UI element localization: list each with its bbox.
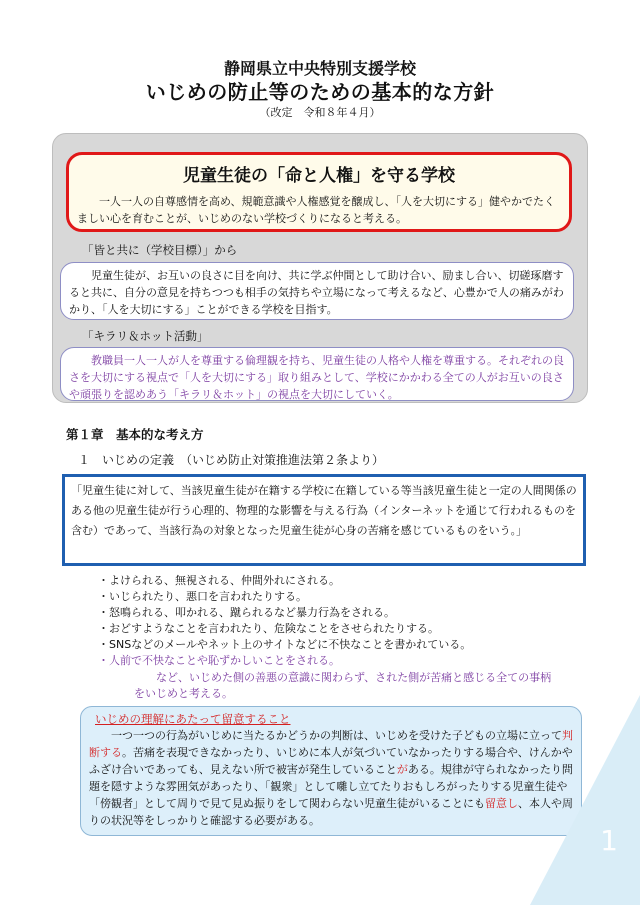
note-text: 。苦痛を表現できなかったり、いじめに本人が気づいていなかったりする場合や、けんかやふざけ合いであっても、見えない所で被害が発生していること — [89, 746, 573, 776]
kirari-label: 「キラリ＆ホット活動」 — [82, 329, 209, 343]
school-goal-label: 「皆と共に（学校目標）」から — [82, 243, 238, 257]
example-item: ・SNSなどのメールやネット上のサイトなどに不快なことを書かれている。 — [98, 638, 472, 651]
example-item: ・いじられたり、悪口を言われたりする。 — [98, 590, 307, 603]
note-box — [80, 706, 582, 836]
note-text: 一つ一つの行為がいじめに当たるかどうかの判断は、いじめを受けた子どもの立場に立って — [111, 729, 562, 742]
page-title: いじめの防止等のための基本的な方針 — [145, 80, 495, 104]
school-name: 静岡県立中央特別支援学校 — [223, 59, 416, 78]
revision-note: （改定 令和８年４月） — [259, 106, 381, 119]
note-text: ある。規律が守られなかったり問題を隠すような雰囲気があったり、「観衆」として囃し立てたりおもしろがったりする児童生徒や「傍観者」として周りで見て見ぬ振りをして関わらない児童生徒がいることにも — [89, 763, 573, 810]
note-text: 、本人や周りの状況等をしっかりと確認する必要がある。 — [89, 797, 573, 827]
note-text-red: が — [396, 763, 408, 776]
chapter-title: 第１章 基本的な考え方 — [66, 427, 204, 442]
motto-body: 一人一人の自尊感情を高め、規範意識や人権感覚を醸成し、「人を大切にする」健やかでたくましい心を育むことが、いじめのない学校づくりになると考える。 — [77, 195, 556, 225]
motto-title: 児童生徒の「命と人権」を守る学校 — [183, 166, 455, 186]
definition-heading: １ いじめの定義 （いじめ防止対策推進法第２条より） — [78, 453, 385, 467]
example-item-highlight: ・人前で不快なことや恥ずかしいことをされる。 — [98, 654, 340, 667]
kirari-body: 教職員一人一人が人を尊重する倫理観を持ち、児童生徒の人格や人権を尊重する。それぞれの良さを大切にする視点で「人を大切にする」取り組みとして、学校にかかわる全ての人がお互いの良さや頑張りを認めあう「キラリ＆ホット」の視点を大切にしていく。 — [69, 354, 564, 401]
examples-list — [98, 573, 548, 669]
note-title: いじめの理解にあたって留意すること — [95, 712, 291, 726]
note-body — [89, 727, 573, 829]
kirari-box — [60, 347, 574, 401]
example-item: ・よけられる、無視される、仲間外れにされる。 — [98, 574, 340, 587]
example-item: ・おどすようなことを言われたり、危険なことをさせられたりする。 — [98, 622, 439, 635]
example-item: ・怒鳴られる、叩かれる、蹴られるなど暴力行為をされる。 — [98, 606, 395, 619]
motto-box — [66, 152, 572, 232]
examples-continuation: など、いじめた側の善悪の意識に関わらず、された側が苦痛と感じる全ての事柄をいじめと考える。 — [134, 671, 552, 700]
school-goal-body: 児童生徒が、お互いの良さに目を向け、共に学ぶ仲間として助け合い、励まし合い、切磋琢磨すると共に、自分の意見を持ちつつも相手の気持ちや立場になって考えるなど、心豊かで人の痛みがわかり、「人を大切にする」ことができる学校を目指す。 — [69, 269, 564, 316]
definition-box — [62, 474, 586, 566]
definition-text: 「児童生徒に対して、当該児童生徒が在籍する学校に在籍している等当該児童生徒と一定の人間関係のある他の児童生徒が行う心理的、物理的な影響を与える行為（インターネットを通じて行われるものを含む）であって、当該行為の対象となった児童生徒が心身の苦痛を感じているものをいう。」 — [71, 484, 577, 537]
note-text-red: 留意し — [485, 797, 518, 810]
page-number: 1 — [600, 824, 618, 857]
note-text-red: 判断する — [89, 729, 573, 759]
school-goal-box — [60, 262, 574, 320]
